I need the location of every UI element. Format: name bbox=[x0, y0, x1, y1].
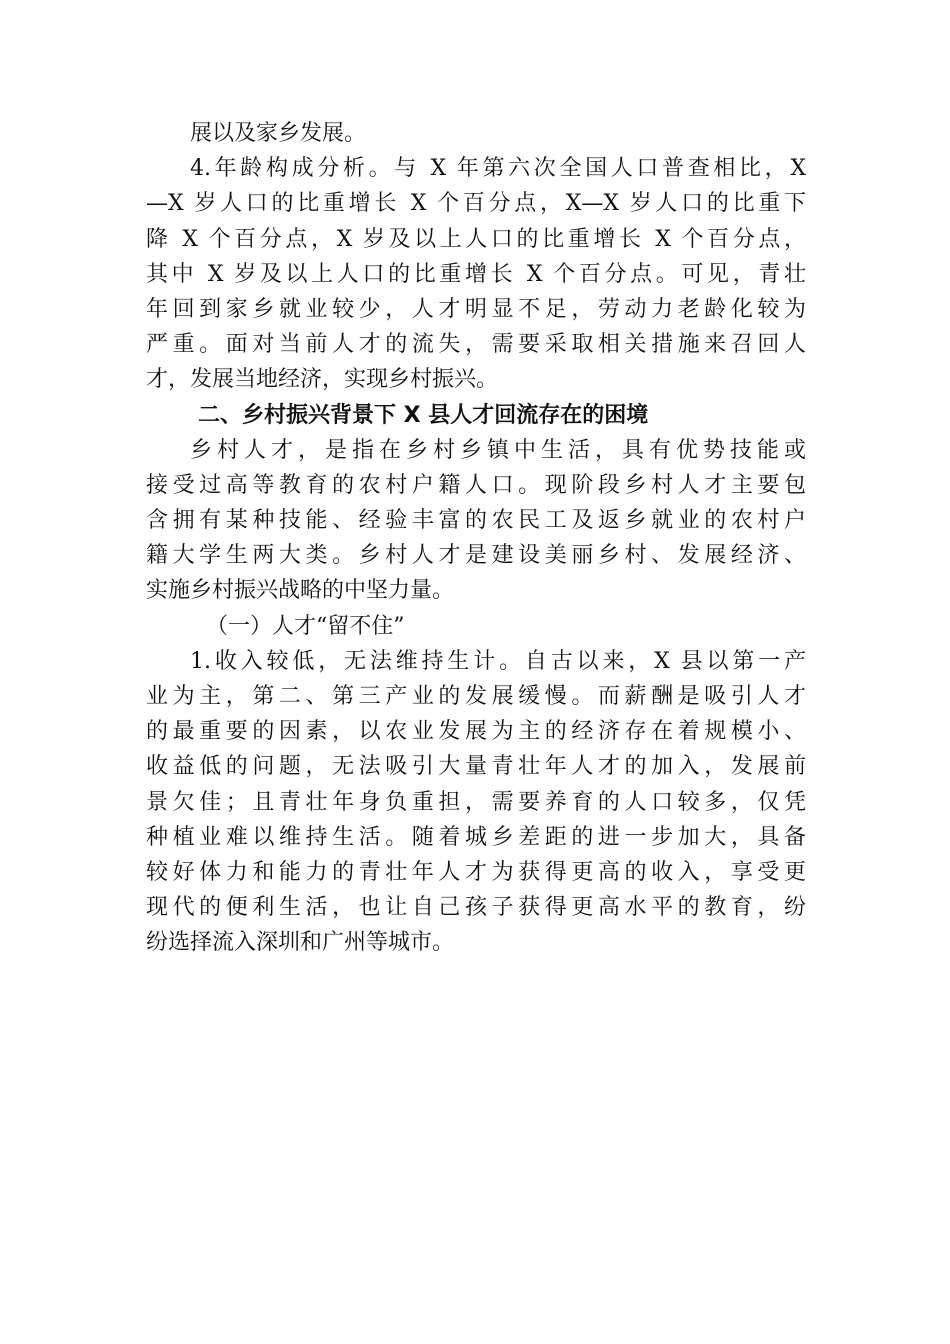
paragraph-line: 纷选择流入深圳和广州等城市。 bbox=[146, 930, 455, 956]
paragraph-line: 才，发展当地经济，实现乡村振兴。 bbox=[146, 367, 499, 393]
paragraph-line: 其中 X 岁及以上人口的比重增长 X 个百分点。可见，青壮 bbox=[146, 261, 806, 287]
paragraph-line: 严重。面对当前人才的流失，需要采取相关措施来召回人 bbox=[146, 332, 806, 358]
paragraph-line: 接受过高等教育的农村户籍人口。现阶段乡村人才主要包 bbox=[146, 472, 806, 498]
paragraph-line: 含拥有某种技能、经验丰富的农民工及返乡就业的农村户 bbox=[146, 508, 806, 534]
paragraph-line: 收益低的问题，无法吸引大量青壮年人才的加入，发展前 bbox=[146, 754, 806, 780]
paragraph-line: —X 岁人口的比重增长 X 个百分点，X—X 岁人口的比重下 bbox=[146, 191, 806, 217]
section-heading: 二、乡村振兴背景下 X 县人才回流存在的困境 bbox=[198, 402, 649, 428]
paragraph-line: 的最重要的因素，以农业发展为主的经济存在着规模小、 bbox=[146, 719, 806, 745]
paragraph-line: 现代的便利生活，也让自己孩子获得更高水平的教育，纷 bbox=[146, 895, 806, 921]
paragraph-line: 实施乡村振兴战略的中坚力量。 bbox=[146, 578, 455, 604]
paragraph-line: 降 X 个百分点，X 岁及以上人口的比重增长 X 个百分点， bbox=[146, 226, 806, 252]
paragraph-line: 4.年龄构成分析。与 X 年第六次全国人口普查相比，X bbox=[190, 156, 806, 182]
paragraph-line: 业为主，第二、第三产业的发展缓慢。而薪酬是吸引人才 bbox=[146, 684, 806, 709]
paragraph-line: 籍大学生两大类。乡村人才是建设美丽乡村、发展经济、 bbox=[146, 543, 806, 569]
paragraph-line: 较好体力和能力的青壮年人才为获得更高的收入，享受更 bbox=[146, 859, 806, 885]
paragraph-line: 种植业难以维持生活。随着城乡差距的进一步加大，具备 bbox=[146, 824, 806, 850]
paragraph-line: 景欠佳；且青壮年身负重担，需要养育的人口较多，仅凭 bbox=[146, 789, 806, 815]
body-text bbox=[146, 116, 806, 961]
subsection-heading: （一）人才“留不住” bbox=[206, 613, 405, 639]
paragraph-line: 年回到家乡就业较少，人才明显不足，劳动力老龄化较为 bbox=[146, 296, 806, 322]
paragraph-line: 展以及家乡发展。 bbox=[190, 121, 367, 146]
paragraph-line: 1.收入较低，无法维持生计。自古以来，X 县以第一产 bbox=[190, 648, 806, 674]
paragraph-line: 乡村人才，是指在乡村乡镇中生活，具有优势技能或 bbox=[190, 437, 806, 463]
